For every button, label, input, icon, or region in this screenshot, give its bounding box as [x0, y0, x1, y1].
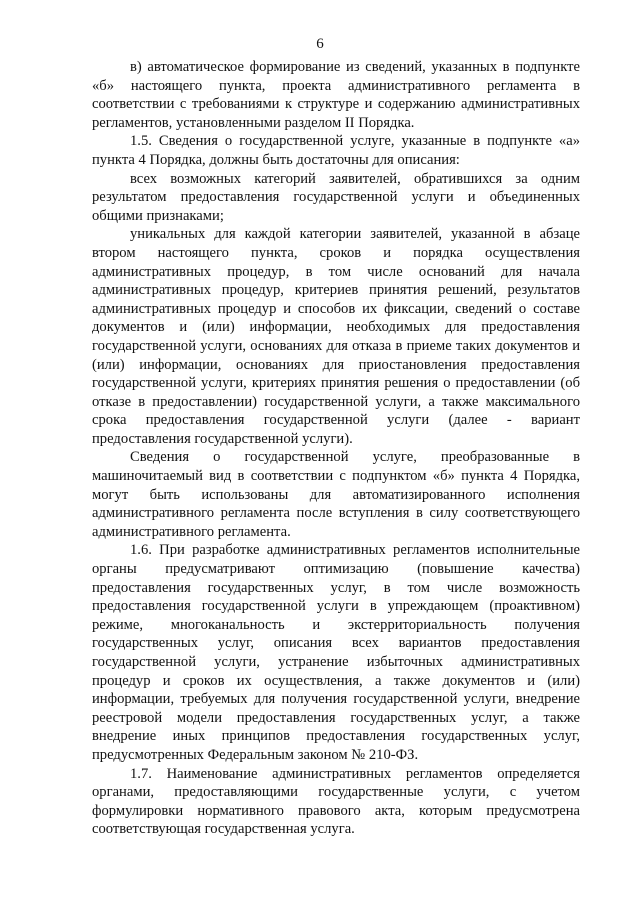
document-body [92, 58, 580, 839]
paragraph-1-7: 1.7. Наименование административных регламентов определяется органами, предоставляющими государственные услуги, с учетом формулировки нормативного правового акта, которым предусмотрена соответствующая государственная услуга. [92, 765, 580, 838]
paragraph-applicant-categories: всех возможных категорий заявителей, обратившихся за одним результатом предоставления государственной услуги и объединенных общими признаками; [92, 170, 580, 224]
page-number: 6 [316, 36, 324, 52]
paragraph-1-5: 1.5. Сведения о государственной услуге, указанные в подпункте «а» пункта 4 Порядка, должны быть достаточны для описания: [92, 133, 580, 168]
paragraph-machine-readable: Сведения о государственной услуге, преобразованные в машиночитаемый вид в соответствии с подпунктом «б» пункта 4 Порядка, могут быть использованы для автоматизированного исполнения административного регламента после вступления в силу соответствующего административного регламента. [92, 449, 580, 540]
paragraph-unique-procedures: уникальных для каждой категории заявителей, указанной в абзаце втором настоящего пункта, сроков и порядка осуществления административных процедур, в том числе оснований для начала административных процедур, критериев принятия решений, результатов административных процедур и способов их фиксации, сведений о составе документов и (или) информации, необходимых для предоставления государственной услуги, основаниях для отказа в приеме таких документов и (или) информации, основаниях для приостановления предоставления государственной услуги, критериях принятия решения о предоставлении (об отказе в предоставлении) государственной услуги, а также максимального срока предоставления государственной услуги (далее - вариант предоставления государственной услуги). [92, 226, 580, 447]
paragraph-1-6: 1.6. При разработке административных регламентов исполнительные органы предусматривают оптимизацию (повышение качества) предоставления государственных услуг, в том числе возможность предоставления государственной услуги в упреждающем (проактивном) режиме, многоканальность и экстерриториальность получения государственных услуг, описания всех вариантов предоставления государственной услуги, устранение избыточных административных процедур и сроков их осуществления, а также документов и (или) информации, требуемых для получения государственной услуги, внедрение реестровой модели предоставления государственных услуг, а также внедрение иных принципов предоставления государственных услуг, предусмотренных Федеральным законом № 210-ФЗ. [92, 542, 580, 763]
paragraph-subpoint-v: в) автоматическое формирование из сведений, указанных в подпункте «б» настоящего пункта, проекта административного регламента в соответствии с требованиями к структуре и содержанию административных регламентов, установленными разделом II Порядка. [92, 59, 580, 131]
